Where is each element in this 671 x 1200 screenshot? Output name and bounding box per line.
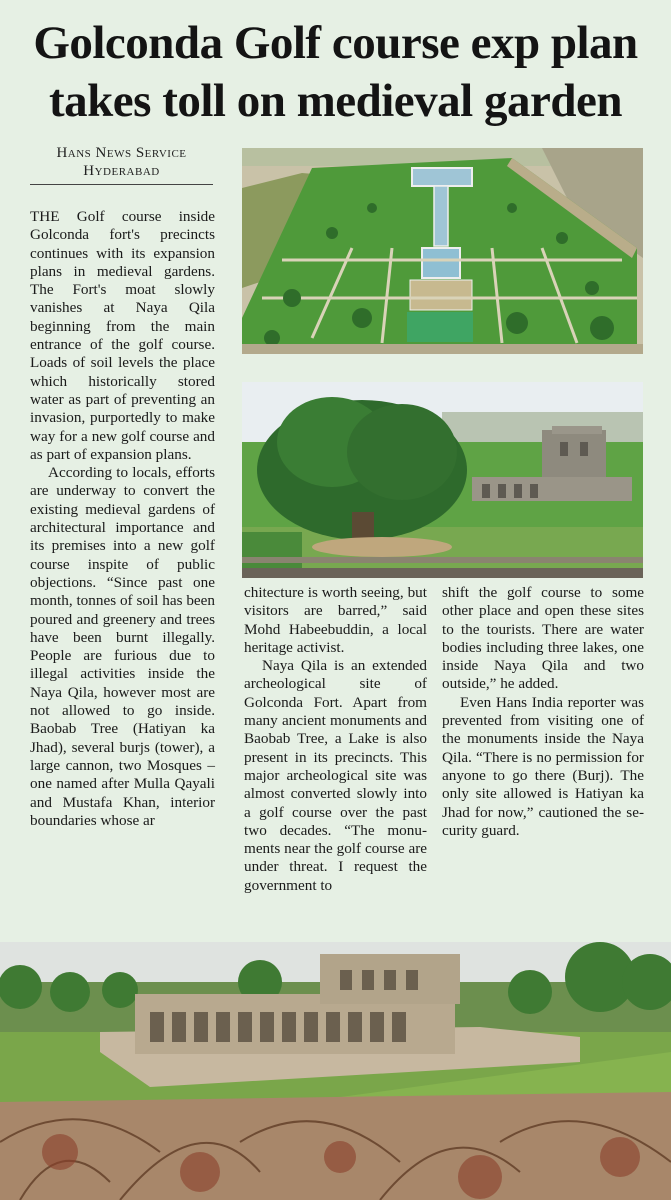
monument-photo bbox=[0, 942, 671, 1200]
byline-divider bbox=[30, 184, 213, 185]
headline-line-2: takes toll on medieval garden bbox=[49, 75, 622, 127]
byline-city: Hyderabad bbox=[83, 163, 160, 179]
garden-aerial-photo bbox=[242, 148, 643, 354]
article-column-3 bbox=[442, 584, 644, 840]
byline bbox=[30, 144, 213, 180]
baobab-tree-photo bbox=[242, 382, 643, 578]
headline bbox=[0, 14, 671, 130]
paragraph: According to locals, efforts are underway to convert the existing medieval gardens of architectural importance and its premises into a new golf course inspite of public objections. “Since past one month, tonnes of soil has been poured and greenery and trees have been burnt illegally. People are furious due to illegal activities inside the Naya Qila, however most are not allowed to go inside. Baobab Tree (Hatiyan ka Jhad), several burjs (tower), a large cannon, two Mosques – one named after Mulla Qayali and Mustafa Khan, interior boundaries whose ar bbox=[30, 464, 215, 829]
paragraph: Even Hans India reporter was prevented from visiting one of the monuments inside the Naya Qila. “There is no permission for anyone to go there (Burj). The only site allowed is Hatiyan ka Jhad for now,” cautioned the security guard. bbox=[442, 693, 644, 839]
headline-line-1: Golconda Golf course exp plan bbox=[33, 17, 638, 69]
paragraph: shift the golf course to some other place and open these sites to the tourists. There are water bodies including three lakes, one inside Naya Qila and two outside,” he added. bbox=[442, 584, 644, 693]
paragraph: chitecture is worth seeing, but visitors are barred,” said Mohd Habeebuddin, a local heritage activist. bbox=[244, 584, 427, 656]
article-column-1 bbox=[30, 208, 215, 830]
paragraph: THE Golf course inside Golconda fort's precincts continues with its expansion plans in medieval gardens. The Fort's moat slowly vanishes at Naya Qila beginning from the main entrance of the golf course. Loads of soil levels the place which historically stored water as part of preventing an invasion, purportedly to make way for a new golf course and as part of expansion plans. bbox=[30, 208, 215, 463]
paragraph: Naya Qila is an extended archeological site of Golconda Fort. Apart from many ancient monuments and Baobab Tree, a Lake is also present in its precincts. This major archeological site was almost converted slowly into a golf course over the past two decades. “The monuments near the golf course are under threat. I request the government to bbox=[244, 657, 427, 894]
byline-service: Hans News Service bbox=[56, 145, 187, 161]
article-column-2 bbox=[244, 584, 427, 895]
